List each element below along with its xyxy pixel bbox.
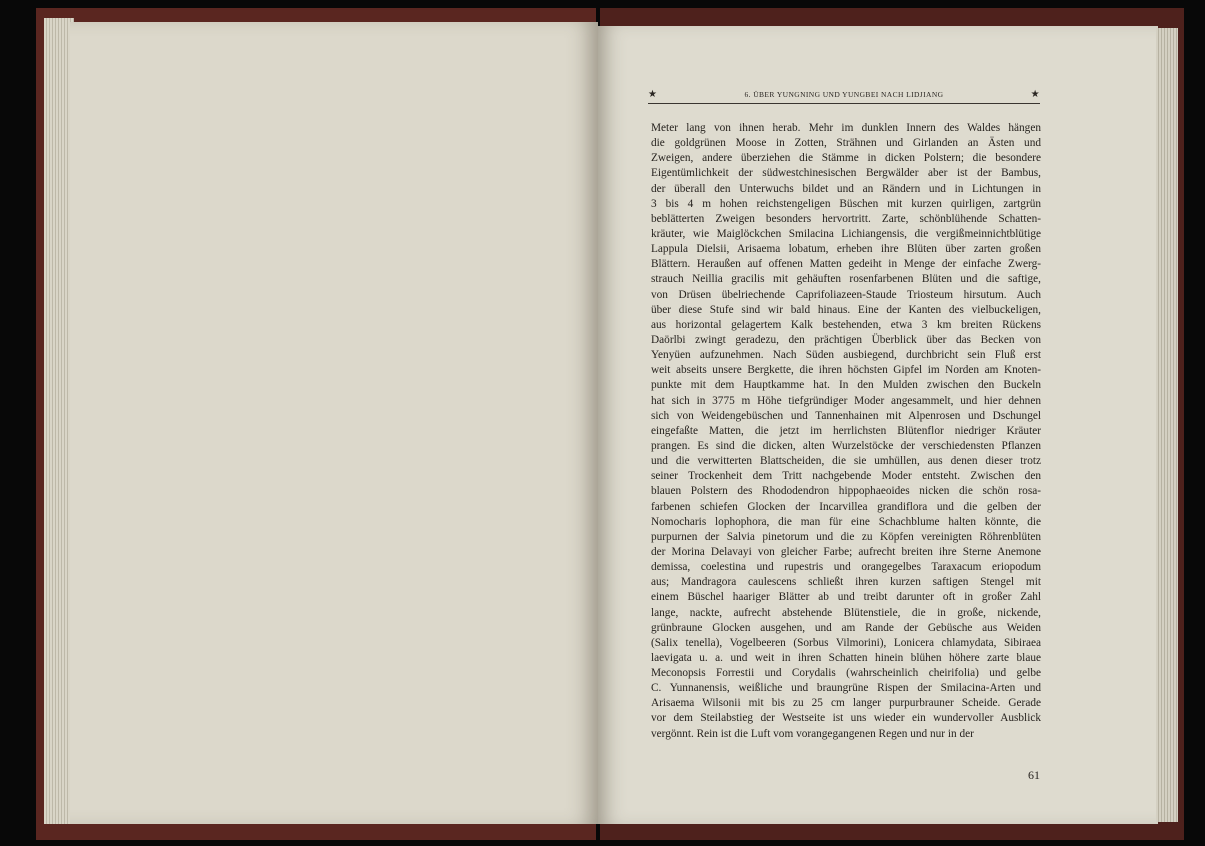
text-line: kräuter, wie Maiglöckchen Smilacina Lichiangensis, die vergißmeinnichtblütige xyxy=(651,227,1041,240)
text-line: der Morina Delavayi von gleicher Farbe; aufrecht breiten ihre Sterne Anemone xyxy=(651,545,1041,558)
text-line: sich von Weidengebüschen und Tannenhainen mit Alpenrosen und Dschungel xyxy=(651,409,1041,422)
star-ornament-right-icon: ★ xyxy=(1030,89,1040,100)
page-edges-right xyxy=(1156,28,1178,822)
text-line: Zweigen, andere überziehen die Stämme in dicken Polstern; die besondere xyxy=(651,152,1041,165)
text-line: purpurnen der Salvia pinetorum und die zu Köpfen vereinigten Röhrenblüten xyxy=(651,530,1041,543)
text-line: Eigentümlichkeit der südwestchinesischen Bergwälder aber ist der Bambus, xyxy=(651,167,1041,180)
text-line: C. Yunnanensis, weißliche und braungrüne Rispen der Smilacina-Arten und xyxy=(651,682,1041,695)
text-line: hat sich in 3775 m Höhe tiefgründiger Moder angesammelt, und hier dehnen xyxy=(651,394,1041,407)
running-head xyxy=(648,88,1040,102)
text-line: aus horizontal gelagertem Kalk bestehenden, etwa 3 km breiten Rückens xyxy=(651,318,1041,331)
page-number: 61 xyxy=(1028,768,1040,782)
text-line: blauen Polstern des Rhododendron hippophaeoides nicken die schön rosa- xyxy=(651,485,1041,498)
text-line: die goldgrünen Moose in Zotten, Strähnen und Girlanden an Ästen und xyxy=(651,137,1041,150)
text-line: strauch Neillia gracilis mit gehäuften rosenfarbenen Blüten und die saftige, xyxy=(651,273,1041,286)
text-line: über diese Stufe sind wir bald hinaus. Eine der Kanten des vielbuckeligen, xyxy=(651,303,1041,316)
text-line: Nomocharis lophophora, die man für eine Schachblume halten könnte, die xyxy=(651,515,1041,528)
text-line: Meter lang von ihnen herab. Mehr im dunklen Innern des Waldes hängen xyxy=(651,122,1041,134)
text-line: Blättern. Heraußen auf offenen Matten gedeiht in Menge der einfache Zwerg- xyxy=(651,258,1041,271)
text-line: Yenyüen aufzunehmen. Nach Süden ausbiegend, durchbricht sein Fluß erst xyxy=(651,349,1041,362)
text-line: einem Büschel haariger Blätter ab und treibt darunter oft in großer Zahl xyxy=(651,591,1041,604)
text-line: der überall den Unterwuchs bildet und an Rändern und in Lichtungen in xyxy=(651,182,1041,195)
text-line: Meconopsis Forrestii und Corydalis (wahrscheinlich cheirifolia) und gelbe xyxy=(651,667,1041,680)
text-line: punkte mit dem Hauptkamme hat. In den Mulden zwischen den Buckeln xyxy=(651,379,1041,392)
text-line: Arisaema Wilsonii mit bis zu 25 cm langer purpurbrauner Scheide. Gerade xyxy=(651,697,1041,710)
text-line: demissa, coelestina und rupestris und orangegelbes Taraxacum eriopodum xyxy=(651,561,1041,574)
text-line: und die verwitterten Blattscheiden, die sie umhüllen, aus denen dieser trotz xyxy=(651,455,1041,468)
star-ornament-left-icon: ★ xyxy=(648,89,658,100)
text-line: Daörlbi zwingt geradezu, den prächtigen Überblick über das Becken von xyxy=(651,333,1041,346)
text-line: farbenen schiefen Glocken der Incarvillea grandiflora und die gelben der xyxy=(651,500,1041,513)
text-line: laevigata u. a. und weit in ihren Schatten hinein blühen höhere zarte blaue xyxy=(651,651,1041,664)
header-rule xyxy=(648,103,1040,104)
text-line: beblätterten Zweigen besonders hervortritt. Zarte, schönblühende Schatten- xyxy=(651,212,1041,225)
text-line: (Salix tenella), Vogelbeeren (Sorbus Vilmorini), Lonicera chlamydata, Sibiraea xyxy=(651,636,1041,649)
left-page-blank xyxy=(70,22,598,824)
text-line: Lappula Dielsii, Arisaema lobatum, erheben ihre Blüten über zarten großen xyxy=(651,243,1041,256)
text-line: vor dem Steilabstieg der Westseite ist uns wieder ein wundervoller Ausblick xyxy=(651,712,1041,725)
text-line: 3 bis 4 m hohen reichstengeligen Büschen mit kurzen quirligen, zartgrün xyxy=(651,197,1041,210)
body-text xyxy=(651,121,1041,742)
text-line: grünbraune Glocken ausgehen, und am Rande der Gebüsche aus Weiden xyxy=(651,621,1041,634)
text-line: aus; Mandragora caulescens schließt ihren kurzen saftigen Stengel mit xyxy=(651,576,1041,589)
text-line: vergönnt. Rein ist die Luft vom vorangegangenen Regen und nur in der xyxy=(651,727,974,740)
text-line: prangen. Es sind die dicken, alten Wurzelstöcke der verschiedensten Pflanzen xyxy=(651,439,1041,452)
text-line: eingefaßte Matten, die jetzt im herrlichsten Blütenflor niedriger Kräuter xyxy=(651,424,1041,437)
text-line: seiner Trockenheit dem Tritt nachgebende Moder entsteht. Zwischen den xyxy=(651,470,1041,483)
text-line: lange, nackte, aufrecht abstehende Blütenstiele, die in große, nickende, xyxy=(651,606,1041,619)
text-line: weit abseits unsere Bergkette, die ihren höchsten Gipfel im Norden am Knoten- xyxy=(651,364,1041,377)
text-line: von Drüsen übelriechende Caprifoliazeen-Staude Triosteum hirsutum. Auch xyxy=(651,288,1041,301)
running-head-title: 6. ÜBER YUNGNING UND YUNGBEI NACH LIDJIANG xyxy=(744,90,944,99)
